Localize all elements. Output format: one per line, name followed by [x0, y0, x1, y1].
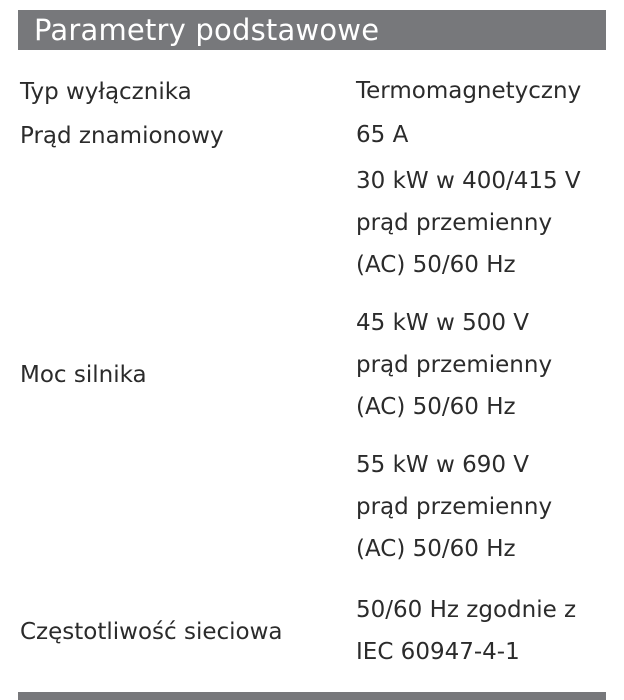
- motor-power-3-line-2: prąd przemienny: [356, 494, 553, 520]
- breaker-type-value: [356, 70, 581, 112]
- motor-power-value-3: [356, 444, 552, 570]
- motor-power-1-line-1: 30 kW w 400/415 V: [356, 168, 581, 194]
- motor-power-3-line-1: 55 kW w 690 V: [356, 452, 530, 478]
- rated-current-value: [356, 114, 408, 156]
- network-frequency-line-1: 50/60 Hz zgodnie z: [356, 597, 577, 623]
- motor-power-3-line-3: (AC) 50/60 Hz: [356, 536, 516, 562]
- motor-power-2-line-3: (AC) 50/60 Hz: [356, 394, 516, 420]
- breaker-type-label: Typ wyłącznika: [20, 79, 192, 105]
- motor-power-2-line-2: prąd przemienny: [356, 352, 553, 378]
- rated-current-value-text: 65 A: [356, 122, 409, 148]
- network-frequency-label: Częstotliwość sieciowa: [20, 619, 283, 645]
- breaker-type-value-text: Termomagnetyczny: [356, 78, 582, 104]
- motor-power-value-1: [356, 160, 581, 286]
- network-frequency-value: [356, 589, 576, 673]
- rated-current-label: Prąd znamionowy: [20, 123, 224, 149]
- motor-power-value-2: [356, 302, 552, 428]
- motor-power-2-line-1: 45 kW w 500 V: [356, 310, 530, 336]
- section-header: [18, 10, 606, 50]
- next-section-bar: [18, 692, 606, 700]
- section-title: Parametry podstawowe: [34, 13, 380, 47]
- motor-power-1-line-3: (AC) 50/60 Hz: [356, 252, 516, 278]
- motor-power-1-line-2: prąd przemienny: [356, 210, 553, 236]
- motor-power-label: Moc silnika: [20, 362, 147, 388]
- network-frequency-line-2: IEC 60947-4-1: [356, 639, 520, 665]
